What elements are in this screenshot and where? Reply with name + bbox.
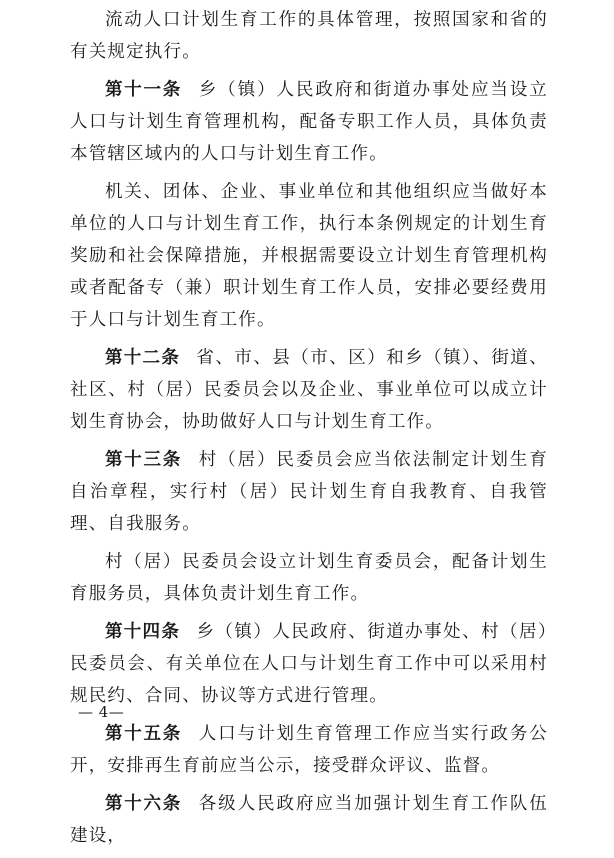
document-body <box>70 4 548 858</box>
article-number: 第十二条 <box>105 348 181 368</box>
paragraph-5 <box>70 546 548 610</box>
paragraph-text: 乡（镇）人民政府和街道办事处应当设立人口与计划生育管理机构，配备专职工作人员，具体负责本管辖区域内的人口与计划生育工作。 <box>70 80 548 164</box>
page-number: — 4— <box>78 703 125 721</box>
paragraph-0 <box>70 4 548 68</box>
paragraph-text: 人口与计划生育管理工作应当实行政务公开，安排再生育前应当公示，接受群众评议、监督。 <box>70 724 548 776</box>
paragraph-4 <box>70 444 548 540</box>
paragraph-7 <box>70 718 548 782</box>
paragraph-text: 省、市、县（市、区）和乡（镇）、街道、社区、村（居）民委员会以及企业、事业单位可以成立计划生育协会，协助做好人口与计划生育工作。 <box>70 348 548 432</box>
paragraph-text: 村（居）民委员会设立计划生育委员会，配备计划生育服务员，具体负责计划生育工作。 <box>70 552 548 604</box>
paragraph-text: 流动人口计划生育工作的具体管理，按照国家和省的有关规定执行。 <box>70 10 548 62</box>
article-number: 第十三条 <box>105 450 182 470</box>
paragraph-2 <box>70 176 548 336</box>
article-number: 第十一条 <box>105 80 182 100</box>
paragraph-8 <box>70 788 548 852</box>
paragraph-text: 村（居）民委员会应当依法制定计划生育自治章程，实行村（居）民计划生育自我教育、自我管理、自我服务。 <box>70 450 548 534</box>
paragraph-text: 乡（镇）人民政府、街道办事处、村（居）民委员会、有关单位在人口与计划生育工作中可以采用村规民约、合同、协议等方式进行管理。 <box>70 622 548 706</box>
article-number: 第十四条 <box>105 622 181 642</box>
paragraph-text: 各级人民政府应当加强计划生育工作队伍建设， <box>70 794 548 846</box>
article-number: 第十六条 <box>105 794 182 814</box>
paragraph-1 <box>70 74 548 170</box>
article-number: 第十五条 <box>105 724 182 744</box>
paragraph-3 <box>70 342 548 438</box>
paragraph-text: 机关、团体、企业、事业单位和其他组织应当做好本单位的人口与计划生育工作，执行本条例规定的计划生育奖励和社会保障措施，并根据需要设立计划生育管理机构或者配备专（兼）职计划生育工作人员，安排必要经费用于人口与计划生育工作。 <box>70 182 548 330</box>
paragraph-6 <box>70 616 548 712</box>
